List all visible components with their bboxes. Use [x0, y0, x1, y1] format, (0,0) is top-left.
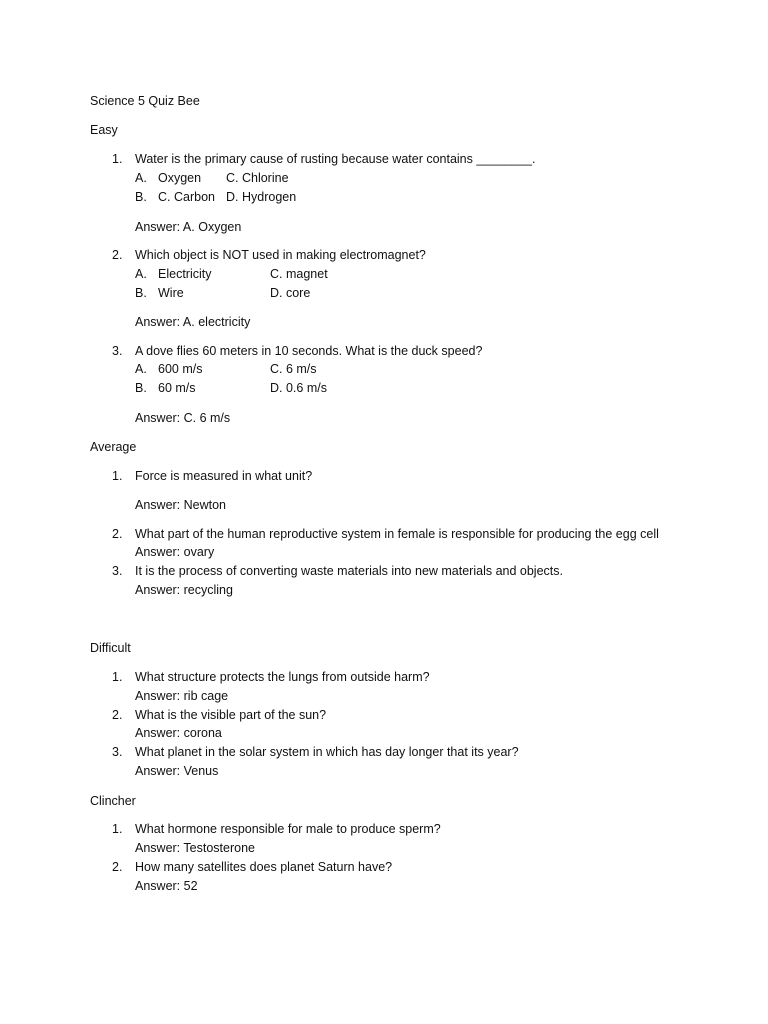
- question-number: 2.: [112, 527, 123, 541]
- question-number: 1.: [112, 469, 123, 483]
- option-text: D. core: [270, 286, 311, 300]
- question-number: 3.: [112, 344, 123, 358]
- option-text: C. 6 m/s: [270, 362, 317, 376]
- question-number: 1.: [112, 670, 123, 684]
- section-heading-difficult: Difficult: [90, 641, 131, 655]
- answer-text: Answer: A. electricity: [135, 315, 251, 329]
- option-text: Electricity: [158, 267, 212, 281]
- question-number: 1.: [112, 152, 123, 166]
- option-letter: B.: [135, 381, 147, 395]
- question-number: 1.: [112, 822, 123, 836]
- question-text: What hormone responsible for male to produce sperm?: [135, 822, 441, 836]
- section-heading-easy: Easy: [90, 123, 118, 137]
- question-text: Water is the primary cause of rusting because water contains ________.: [135, 152, 536, 166]
- answer-text: Answer: Venus: [135, 764, 219, 778]
- answer-text: Answer: 52: [135, 879, 198, 893]
- option-text: Wire: [158, 286, 184, 300]
- option-letter: A.: [135, 267, 147, 281]
- answer-text: Answer: Newton: [135, 498, 227, 512]
- answer-text: Answer: rib cage: [135, 689, 229, 703]
- option-text: D. 0.6 m/s: [270, 381, 327, 395]
- question-text: What is the visible part of the sun?: [135, 708, 327, 722]
- answer-text: Answer: Testosterone: [135, 841, 255, 855]
- question-number: 3.: [112, 564, 123, 578]
- option-text: D. Hydrogen: [226, 190, 297, 204]
- option-letter: A.: [135, 171, 147, 185]
- question-text: It is the process of converting waste materials into new materials and objects.: [135, 564, 563, 578]
- option-text: C. magnet: [270, 267, 328, 281]
- document-title: Science 5 Quiz Bee: [90, 94, 200, 108]
- answer-text: Answer: recycling: [135, 583, 233, 597]
- question-text: What part of the human reproductive system in female is responsible for producing the egg cell: [135, 527, 659, 541]
- option-letter: B.: [135, 190, 147, 204]
- answer-text: Answer: ovary: [135, 545, 215, 559]
- question-number: 2.: [112, 708, 123, 722]
- question-text: What planet in the solar system in which has day longer that its year?: [135, 745, 519, 759]
- question-text: Which object is NOT used in making electromagnet?: [135, 248, 426, 262]
- option-letter: A.: [135, 362, 147, 376]
- answer-text: Answer: C. 6 m/s: [135, 411, 231, 425]
- answer-text: Answer: corona: [135, 726, 222, 740]
- question-number: 3.: [112, 745, 123, 759]
- option-text: 600 m/s: [158, 362, 203, 376]
- option-text: 60 m/s: [158, 381, 196, 395]
- section-heading-average: Average: [90, 440, 137, 454]
- option-text: Oxygen: [158, 171, 202, 185]
- option-text: C. Carbon: [158, 190, 215, 204]
- question-number: 2.: [112, 248, 123, 262]
- option-text: C. Chlorine: [226, 171, 289, 185]
- question-text: What structure protects the lungs from outside harm?: [135, 670, 430, 684]
- question-number: 2.: [112, 860, 123, 874]
- section-heading-clincher: Clincher: [90, 794, 136, 808]
- question-text: Force is measured in what unit?: [135, 469, 313, 483]
- question-text: A dove flies 60 meters in 10 seconds. What is the duck speed?: [135, 344, 483, 358]
- question-text: How many satellites does planet Saturn have?: [135, 860, 393, 874]
- option-letter: B.: [135, 286, 147, 300]
- answer-text: Answer: A. Oxygen: [135, 220, 242, 234]
